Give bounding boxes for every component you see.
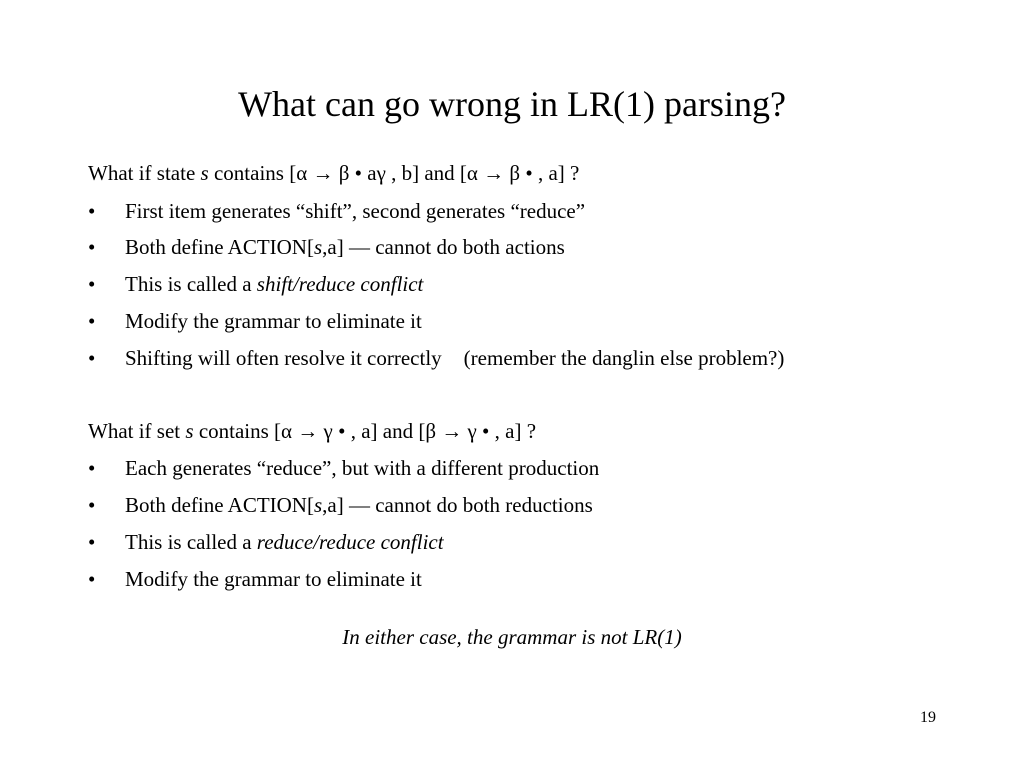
bullet-note: (remember the danglin else problem?)	[463, 346, 785, 370]
question-items: contains [α → γ • , a] and [β → γ • , a] ?	[193, 419, 537, 443]
state-variable: s	[200, 161, 209, 185]
bullet-text: Shifting will often resolve it correctly	[125, 346, 442, 370]
bullet-marker: •	[88, 272, 96, 296]
bullet-marker: •	[88, 199, 96, 223]
bullet-text: This is called a	[125, 272, 257, 296]
bullet-item	[88, 234, 565, 260]
slide-title: What can go wrong in LR(1) parsing?	[238, 84, 786, 124]
conclusion-text: In either case, the grammar is not LR(1)	[342, 625, 682, 649]
question-text: What if set	[88, 419, 186, 443]
bullet-text: This is called a	[125, 530, 257, 554]
bullet-item	[88, 566, 422, 592]
bullet-marker: •	[88, 235, 96, 259]
question-text: What if state	[88, 161, 201, 185]
bullet-text: Modify the grammar to eliminate it	[125, 567, 422, 591]
question-shift-reduce	[88, 160, 579, 186]
state-variable: s	[313, 493, 323, 517]
term-shift-reduce-conflict: shift/reduce conflict	[256, 272, 424, 296]
bullet-text: Both define ACTION[	[125, 493, 314, 517]
bullet-marker: •	[88, 456, 96, 480]
bullet-item	[88, 271, 423, 297]
state-variable: s	[313, 235, 323, 259]
bullet-item	[88, 455, 599, 481]
bullet-text: Both define ACTION[	[125, 235, 314, 259]
bullet-marker: •	[88, 346, 96, 370]
bullet-text: First item generates “shift”, second generates “reduce”	[125, 199, 586, 223]
bullet-marker: •	[88, 309, 96, 333]
bullet-text: Modify the grammar to eliminate it	[125, 309, 422, 333]
bullet-text: Each generates “reduce”, but with a different production	[125, 456, 600, 480]
bullet-item	[88, 492, 593, 518]
question-items: contains [α → β • aγ , b] and [α → β • , a] ?	[208, 161, 580, 185]
page-number: 19	[920, 709, 936, 726]
bullet-marker: •	[88, 567, 96, 591]
bullet-item	[88, 345, 784, 371]
question-reduce-reduce	[88, 418, 536, 444]
bullet-item	[88, 529, 444, 555]
set-variable: s	[185, 419, 194, 443]
term-reduce-reduce-conflict: reduce/reduce conflict	[256, 530, 444, 554]
bullet-text: ,a] — cannot do both reductions	[322, 493, 593, 517]
bullet-item	[88, 198, 585, 224]
bullet-item	[88, 308, 422, 334]
bullet-text: ,a] — cannot do both actions	[322, 235, 565, 259]
bullet-marker: •	[88, 530, 96, 554]
bullet-marker: •	[88, 493, 96, 517]
